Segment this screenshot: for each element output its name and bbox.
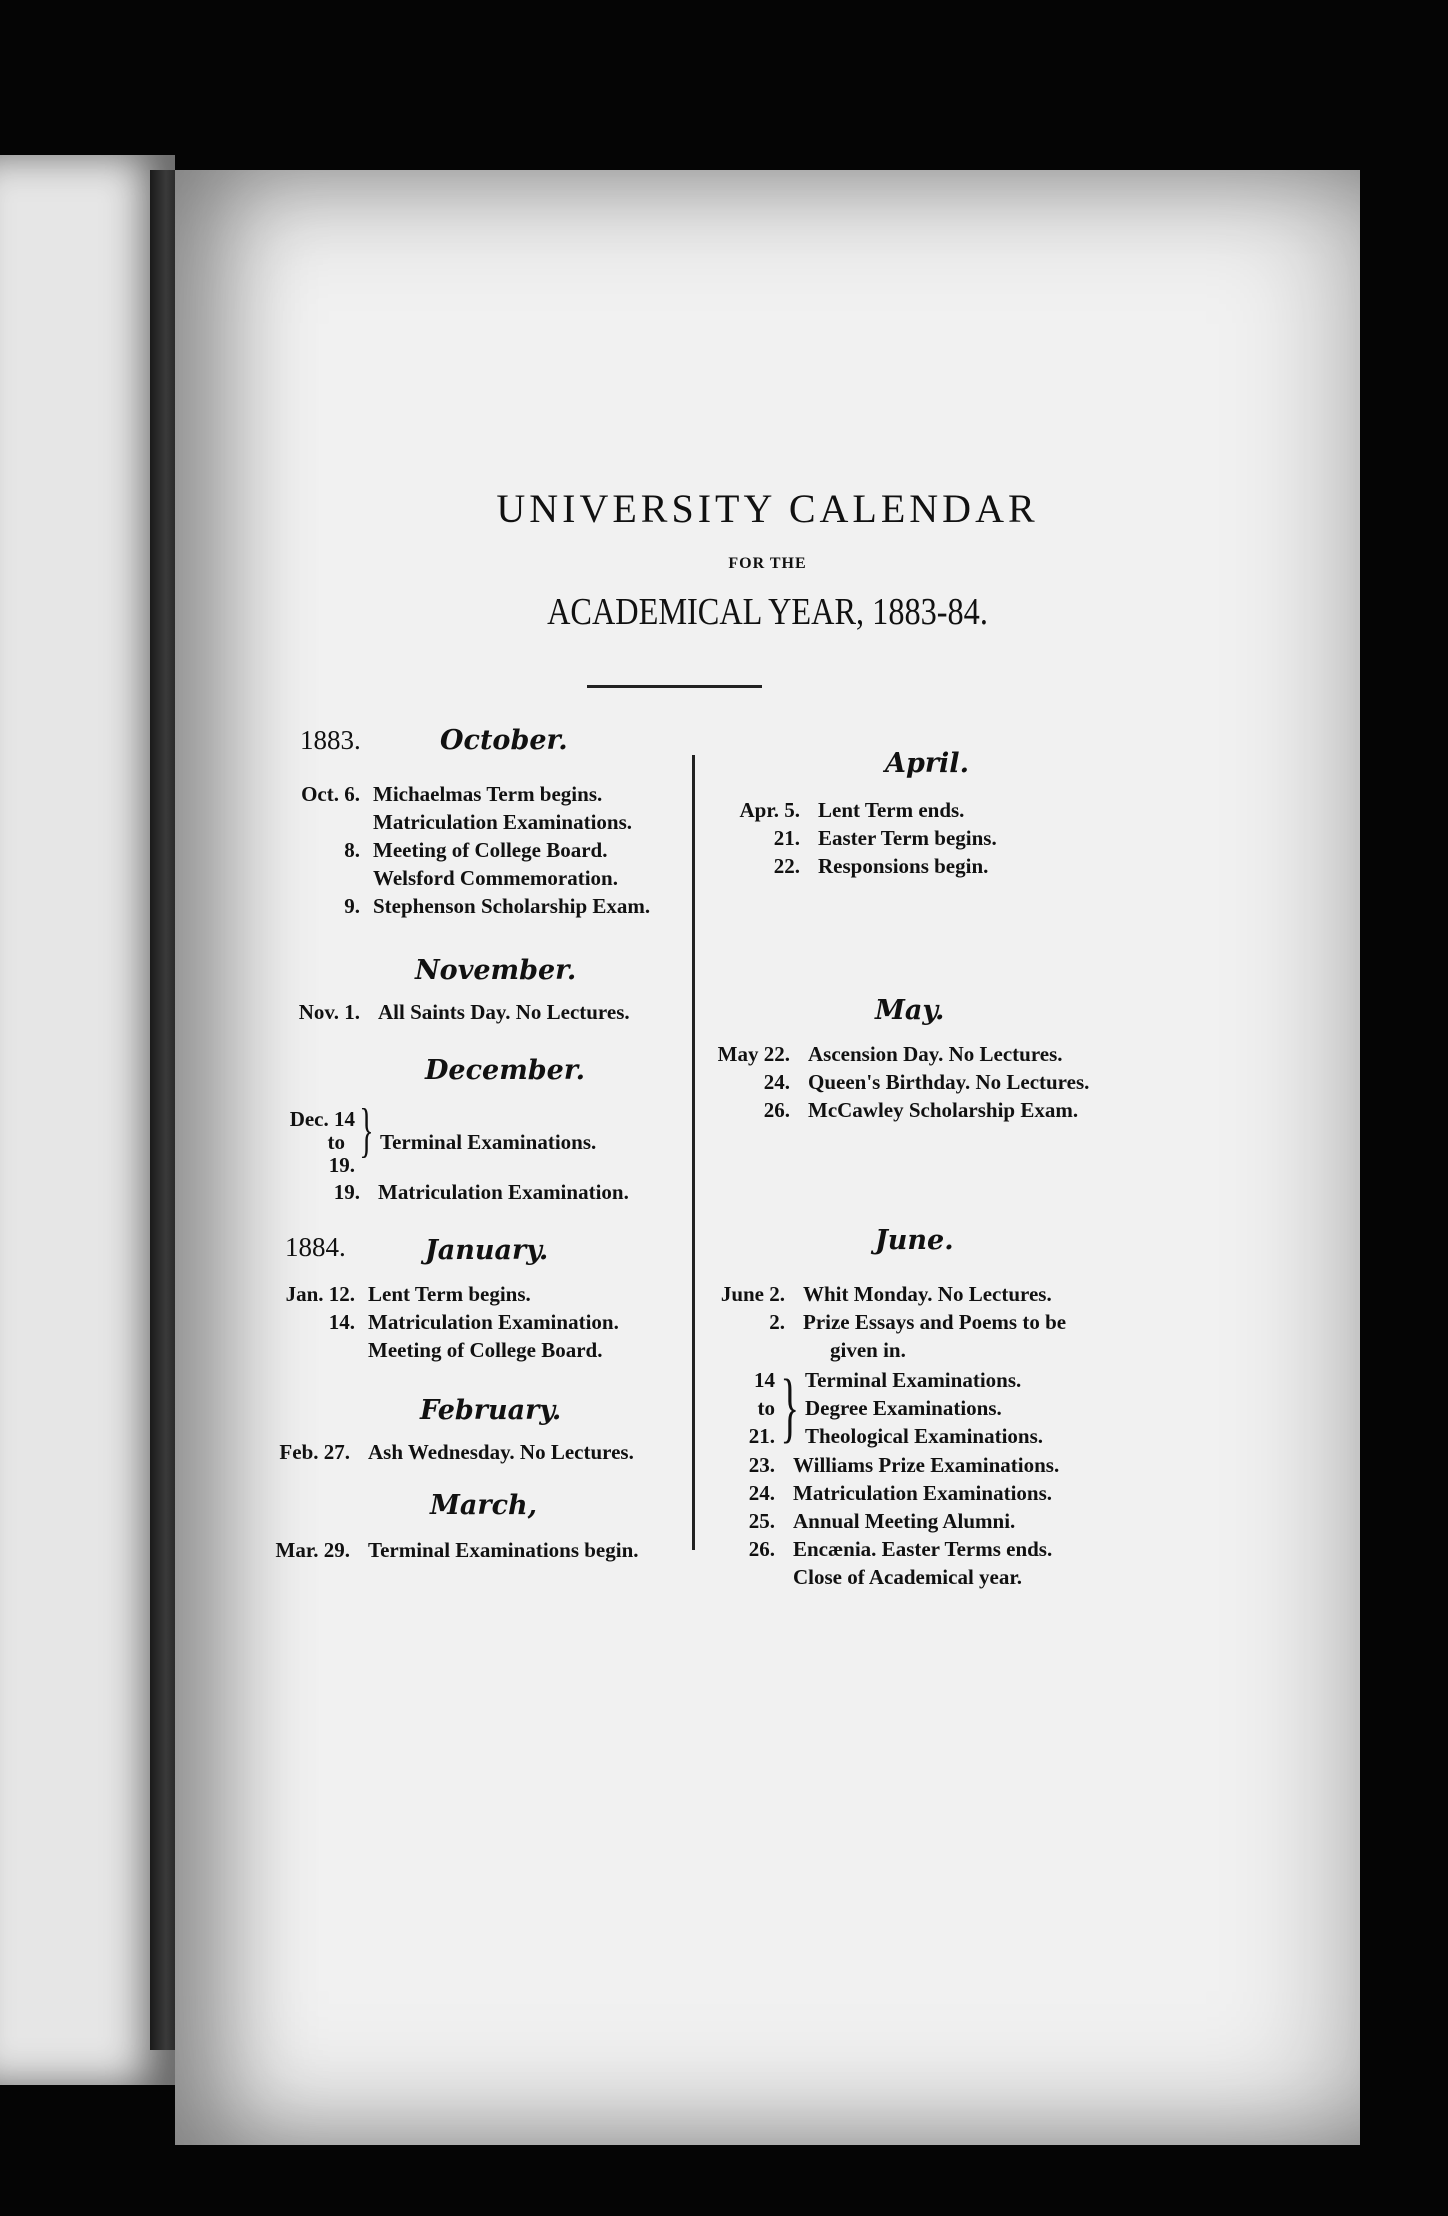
list-item: Oct. 6. Michaelmas Term begins. [301, 782, 603, 806]
list-item: Degree Examinations. [805, 1396, 1002, 1420]
brace: } [359, 1097, 374, 1163]
month-november: November. [415, 955, 577, 986]
list-item: Terminal Examinations. [380, 1130, 597, 1154]
brace: } [780, 1363, 800, 1450]
list-item: Terminal Examinations. [805, 1368, 1022, 1392]
list-item: 26. McCawley Scholarship Exam. [763, 1098, 1079, 1122]
list-item: to [327, 1130, 345, 1154]
list-item: Welsford Commemoration. [373, 866, 618, 890]
list-item: 21. [748, 1424, 775, 1448]
facing-page [0, 155, 175, 2085]
month-december: December. [425, 1055, 585, 1086]
title-rule [587, 685, 762, 688]
page-subtitle: FOR THE [728, 555, 807, 572]
list-item: to [757, 1396, 775, 1420]
page-title: UNIVERSITY CALENDAR [496, 486, 1039, 531]
list-item: Close of Academical year. [793, 1565, 1023, 1589]
list-item: 25. Annual Meeting Alumni. [748, 1509, 1016, 1533]
list-item: Matriculation Examinations. [373, 810, 633, 834]
list-item: June 2. Whit Monday. No Lectures. [720, 1282, 1052, 1306]
list-item: 14 [754, 1368, 775, 1392]
list-item: 23. Williams Prize Examinations. [748, 1453, 1060, 1477]
list-item: Nov. 1. All Saints Day. No Lectures. [298, 1000, 630, 1024]
list-item: Jan. 12. Lent Term begins. [285, 1282, 531, 1306]
list-item: 9. Stephenson Scholarship Exam. [344, 894, 651, 918]
list-item: Theological Examinations. [805, 1424, 1044, 1448]
list-item: 26. Encænia. Easter Terms ends. [748, 1537, 1053, 1561]
list-item: 19. [328, 1153, 355, 1177]
list-item: Feb. 27. Ash Wednesday. No Lectures. [279, 1440, 634, 1464]
list-item: 21. Easter Term begins. [773, 826, 997, 850]
calendar-page [175, 170, 1360, 2145]
month-april: April. [885, 748, 969, 779]
list-item: May 22. Ascension Day. No Lectures. [717, 1042, 1063, 1066]
list-item: 19. Matriculation Examination. [333, 1180, 629, 1204]
month-october: October. [440, 725, 568, 756]
month-march: March, [430, 1490, 538, 1521]
list-item: 8. Meeting of College Board. [344, 838, 608, 862]
month-february: February. [420, 1395, 562, 1426]
list-item: 24. Queen's Birthday. No Lectures. [763, 1070, 1090, 1094]
list-item: Mar. 29. Terminal Examinations begin. [275, 1538, 639, 1562]
list-item: 2. Prize Essays and Poems to be [769, 1310, 1067, 1334]
list-item: 22. Responsions begin. [773, 854, 989, 878]
month-january: January. [425, 1235, 549, 1266]
column-divider [692, 755, 695, 1550]
year-1884: 1884. [285, 1232, 346, 1262]
list-item: given in. [830, 1338, 906, 1362]
list-item: 24. Matriculation Examinations. [748, 1481, 1053, 1505]
academic-year-heading: ACADEMICAL YEAR, 1883-84. [547, 591, 988, 633]
list-item: Dec. 14 [289, 1107, 355, 1131]
month-june: June. [875, 1225, 954, 1256]
list-item: Meeting of College Board. [368, 1338, 603, 1362]
list-item: Apr. 5. Lent Term ends. [739, 798, 965, 822]
month-may: May. [875, 995, 945, 1026]
year-1883: 1883. [300, 725, 361, 755]
list-item: 14. Matriculation Examination. [328, 1310, 619, 1334]
